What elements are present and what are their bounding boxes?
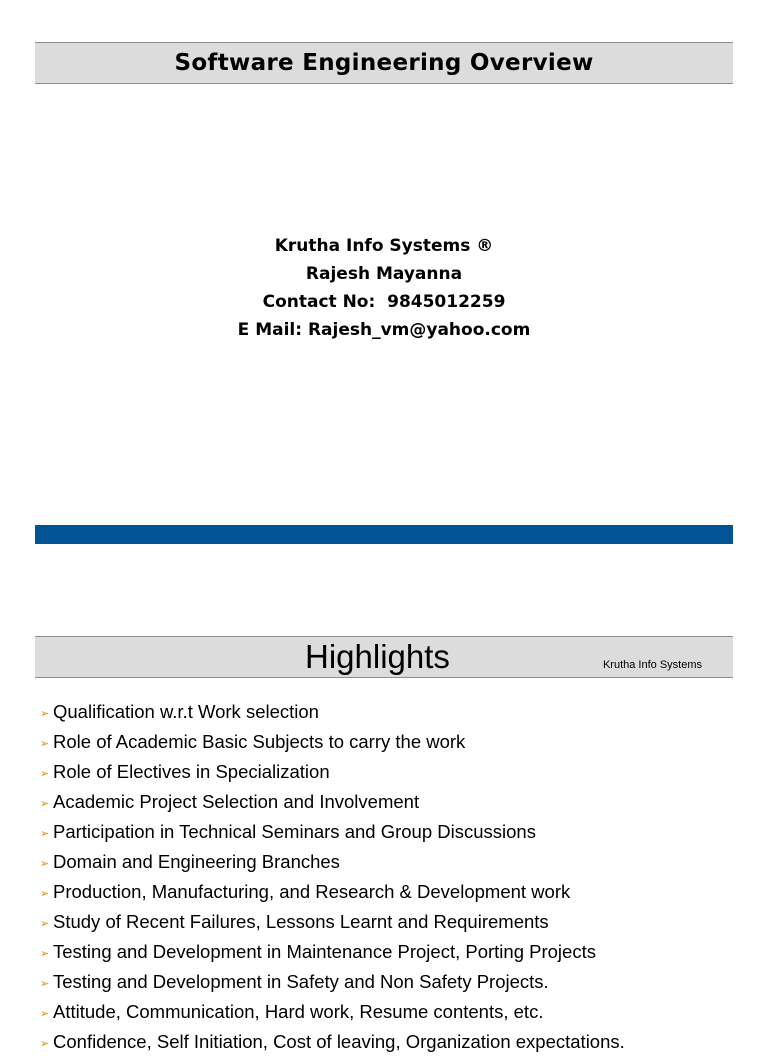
company-name: Krutha Info Systems ® (274, 236, 494, 256)
highlights-title: Highlights (305, 638, 450, 675)
contact-block (35, 232, 733, 344)
company-tag: Krutha Info Systems (602, 659, 702, 671)
email-address: E Mail: Rajesh_vm@yahoo.com (237, 320, 531, 340)
contact-number: Contact No: 9845012259 (262, 292, 506, 312)
arrow-bullet-icon: ➢ (40, 948, 50, 960)
list-item: ➢ Role of Academic Basic Subjects to carry the work (40, 728, 625, 758)
footer-band (35, 525, 733, 544)
author-name: Rajesh Mayanna (305, 264, 463, 284)
slide-title: Software Engineering Overview (174, 50, 594, 76)
highlights-list (40, 698, 625, 1058)
list-item: ➢ Academic Project Selection and Involvement (40, 788, 625, 818)
list-item: ➢ Role of Electives in Specialization (40, 758, 625, 788)
arrow-bullet-icon: ➢ (40, 978, 50, 990)
arrow-bullet-icon: ➢ (40, 1038, 50, 1050)
arrow-bullet-icon: ➢ (40, 798, 50, 810)
list-item: ➢ Attitude, Communication, Hard work, Resume contents, etc. (40, 998, 625, 1028)
list-item: ➢ Participation in Technical Seminars and Group Discussions (40, 818, 625, 848)
list-item: ➢ Confidence, Self Initiation, Cost of leaving, Organization expectations. (40, 1028, 625, 1058)
arrow-bullet-icon: ➢ (40, 828, 50, 840)
arrow-bullet-icon: ➢ (40, 708, 50, 720)
list-item: ➢ Qualification w.r.t Work selection (40, 698, 625, 728)
highlights-title-bar (35, 636, 733, 678)
arrow-bullet-icon: ➢ (40, 1008, 50, 1020)
slide-title-bar (35, 42, 733, 84)
arrow-bullet-icon: ➢ (40, 858, 50, 870)
arrow-bullet-icon: ➢ (40, 888, 50, 900)
list-item: ➢ Study of Recent Failures, Lessons Learnt and Requirements (40, 908, 625, 938)
list-item: ➢ Production, Manufacturing, and Research & Development work (40, 878, 625, 908)
list-item: ➢ Testing and Development in Maintenance Project, Porting Projects (40, 938, 625, 968)
list-item: ➢ Domain and Engineering Branches (40, 848, 625, 878)
arrow-bullet-icon: ➢ (40, 738, 50, 750)
arrow-bullet-icon: ➢ (40, 768, 50, 780)
arrow-bullet-icon: ➢ (40, 918, 50, 930)
list-item: ➢ Testing and Development in Safety and Non Safety Projects. (40, 968, 625, 998)
